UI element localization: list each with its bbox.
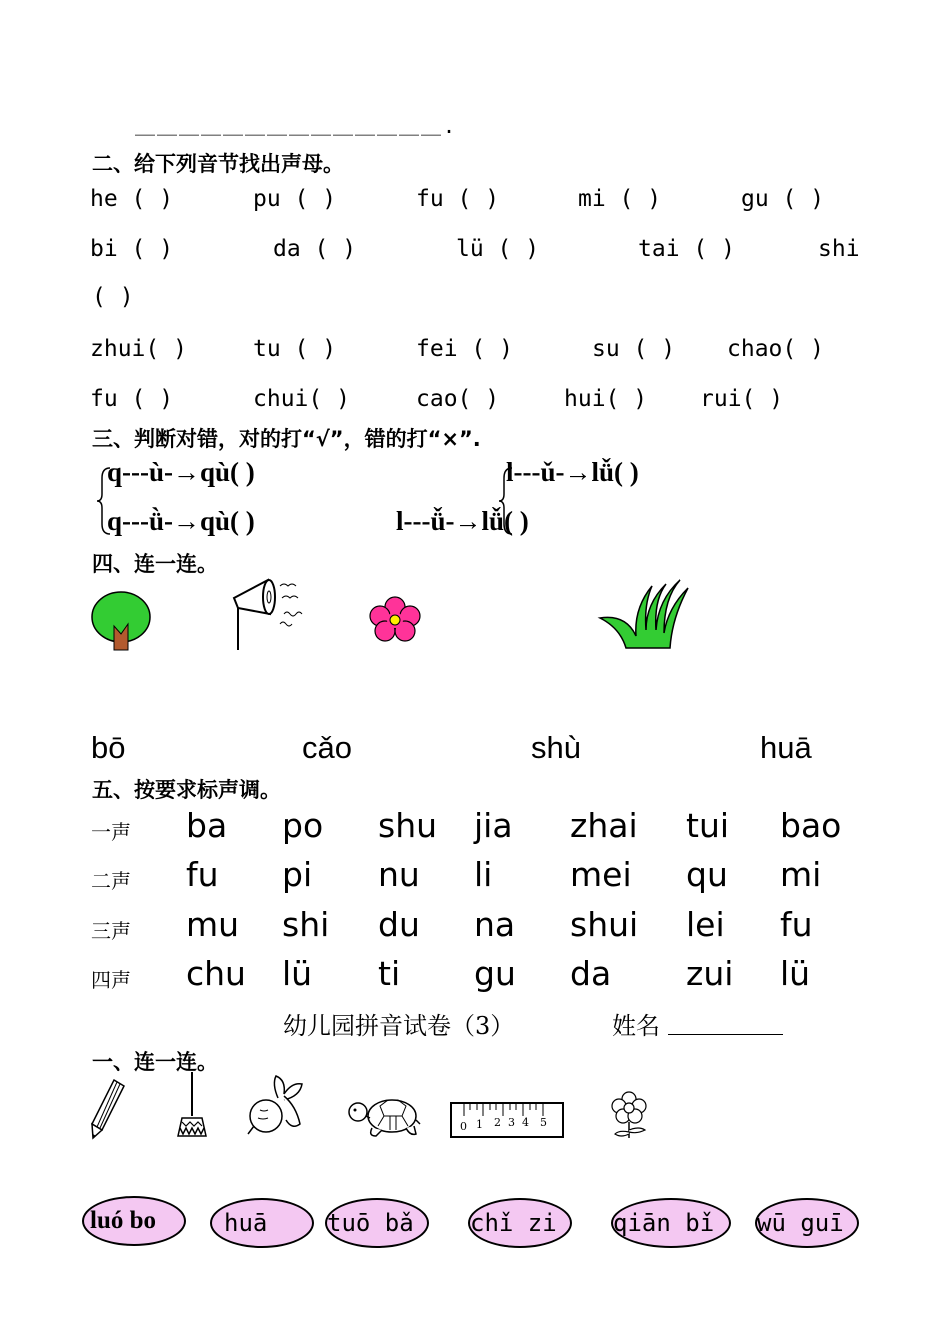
tone-label: 二声: [91, 869, 131, 893]
turtle-icon: [346, 1090, 422, 1140]
tone-syllable: lü: [282, 954, 313, 993]
tone-syllable: li: [474, 855, 493, 894]
pinyin-oval[interactable]: [82, 1196, 186, 1246]
syllable-item: tai ( ): [638, 236, 735, 262]
syllable-item: bi ( ): [90, 236, 174, 262]
tone-syllable: shui: [570, 905, 639, 944]
section5-heading: 五、按要求标声调。: [92, 778, 281, 802]
tone-syllable: shu: [378, 806, 438, 845]
answer-line: ＿＿＿＿＿＿＿＿＿＿＿＿＿＿.: [135, 114, 458, 138]
ruler-tick: 5: [540, 1116, 547, 1129]
syllable-item: gu ( ): [741, 186, 825, 212]
tone-syllable: po: [282, 806, 324, 845]
ruler-tick: 4: [522, 1116, 529, 1129]
syllable-item: fu ( ): [416, 186, 500, 212]
tree-icon: [90, 590, 152, 652]
tone-syllable: da: [570, 954, 612, 993]
syllable-item: mi ( ): [578, 186, 662, 212]
tone-syllable: bao: [780, 806, 842, 845]
oval-label: wū guī: [757, 1209, 844, 1237]
tone-syllable: qu: [686, 855, 728, 894]
tone-syllable: gu: [474, 954, 516, 993]
name-label: 姓名: [612, 1012, 660, 1040]
tone-syllable: zui: [686, 954, 734, 993]
tone-syllable: shi: [282, 905, 330, 944]
section2-heading: 二、给下列音节找出声母。: [92, 152, 344, 176]
tone-syllable: ti: [378, 954, 401, 993]
exam-title: 幼儿园拼音试卷（3）: [283, 1012, 515, 1040]
ruler-icon: [448, 1100, 566, 1140]
syllable-item: shi: [818, 236, 860, 262]
tone-syllable: chu: [186, 954, 246, 993]
syllable-item: da ( ): [273, 236, 357, 262]
tone-syllable: mi: [780, 855, 822, 894]
tone-syllable: fu: [780, 905, 813, 944]
judge-item: l---ǔ-→lǚ( ): [506, 457, 639, 487]
judge-item: q---ǜ-→qù( ): [107, 506, 255, 536]
tone-syllable: tui: [686, 806, 730, 845]
tone-syllable: lei: [686, 905, 725, 944]
name-blank-line[interactable]: [668, 1034, 783, 1035]
broom-icon: [172, 1070, 212, 1140]
tone-syllable: pi: [282, 855, 313, 894]
tone-syllable: mu: [186, 905, 240, 944]
pinyin-oval[interactable]: [325, 1198, 429, 1248]
syllable-item: pu ( ): [253, 186, 337, 212]
pencil-icon: [88, 1078, 128, 1142]
tone-syllable: zhai: [570, 806, 638, 845]
tone-syllable: mei: [570, 855, 632, 894]
loudspeaker-icon: [228, 574, 308, 652]
section3-heading: 三、判断对错，对的打“√”，错的打“×”.: [92, 427, 481, 451]
pinyin-word: bō: [91, 730, 126, 765]
ruler-tick: 3: [508, 1116, 515, 1129]
syllable-item: chui( ): [253, 386, 350, 412]
flower-icon: [368, 596, 426, 644]
syllable-item: cao( ): [416, 386, 500, 412]
pinyin-oval[interactable]: [468, 1198, 572, 1248]
tone-syllable: lü: [780, 954, 811, 993]
judge-item: l---ǚ-→lǚ( ): [396, 506, 529, 536]
syllable-item: lü ( ): [456, 236, 540, 262]
ruler-tick: 1: [476, 1118, 483, 1131]
tone-syllable: jia: [474, 806, 513, 845]
syllable-item: ( ): [92, 284, 134, 310]
tone-label: 一声: [91, 820, 131, 844]
syllable-item: fei ( ): [416, 336, 513, 362]
pinyin-oval[interactable]: [755, 1198, 859, 1248]
tone-label: 三声: [91, 919, 131, 943]
ruler-tick: 2: [494, 1116, 501, 1129]
section1-heading: 一、连一连。: [92, 1050, 218, 1074]
syllable-item: hui( ): [564, 386, 648, 412]
oval-label: qiān bǐ: [613, 1209, 715, 1237]
tone-syllable: ba: [186, 806, 228, 845]
syllable-item: su ( ): [592, 336, 676, 362]
pinyin-word: shù: [531, 730, 581, 765]
tone-syllable: na: [474, 905, 516, 944]
oval-label: tuō bǎ: [327, 1209, 414, 1237]
tone-syllable: du: [378, 905, 420, 944]
pinyin-word: huā: [760, 730, 812, 765]
tone-syllable: nu: [378, 855, 420, 894]
section4-heading: 四、连一连。: [92, 552, 218, 576]
syllable-item: he ( ): [90, 186, 174, 212]
syllable-item: fu ( ): [90, 386, 174, 412]
ruler-tick: 0: [460, 1120, 467, 1133]
syllable-item: rui( ): [700, 386, 784, 412]
pinyin-oval[interactable]: [210, 1198, 314, 1248]
syllable-item: chao( ): [727, 336, 824, 362]
oval-label: huā: [224, 1209, 268, 1237]
oval-label: luó bo: [90, 1207, 157, 1234]
tone-syllable: fu: [186, 855, 219, 894]
radish-icon: [244, 1074, 312, 1140]
syllable-item: tu ( ): [253, 336, 337, 362]
judge-item: q---ù-→qù( ): [107, 457, 255, 487]
grass-icon: [596, 578, 692, 650]
pinyin-word: cǎo: [302, 730, 352, 765]
oval-label: chǐ zi: [470, 1209, 557, 1237]
pinyin-oval[interactable]: [611, 1198, 731, 1248]
syllable-item: zhui( ): [90, 336, 187, 362]
small-flower-icon: [606, 1090, 652, 1140]
tone-label: 四声: [91, 968, 131, 992]
